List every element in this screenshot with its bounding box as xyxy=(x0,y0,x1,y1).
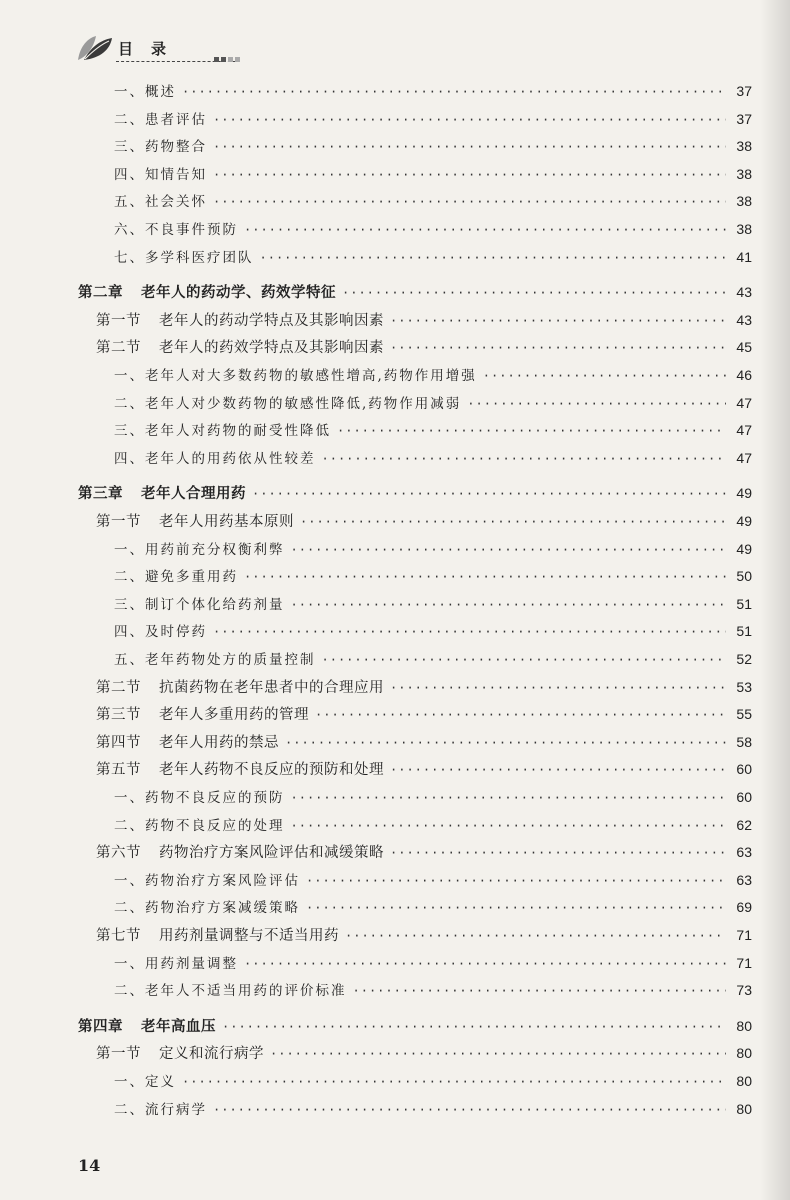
toc-entry-title xyxy=(96,731,279,752)
dot-leader xyxy=(306,874,726,888)
toc-entry-title: 二、患者评估 xyxy=(114,111,207,128)
toc-page-number: 80 xyxy=(736,1045,752,1062)
toc-chapter-row xyxy=(78,482,752,504)
dot-leader xyxy=(285,736,726,750)
toc-entry-text: 老年人的药动学特点及其影响因素 xyxy=(159,312,384,329)
toc-entry-title: 四、及时停药 xyxy=(114,624,207,641)
dot-leader xyxy=(390,341,726,355)
toc-item-row xyxy=(114,447,752,469)
toc-entry-title: 六、不良事件预防 xyxy=(114,222,238,238)
toc-entry-title xyxy=(96,924,339,945)
dot-leader xyxy=(300,515,726,529)
toc-entry-title: 五、老年药物处方的质量控制 xyxy=(114,652,316,668)
toc-entry-label: 第一节 xyxy=(96,1046,141,1063)
toc-entry-title: 一、用药剂量调整 xyxy=(114,955,238,972)
toc-entry-title xyxy=(78,482,246,503)
toc-item-row xyxy=(114,896,752,918)
toc-entry-text: 抗菌药物在老年患者中的合理应用 xyxy=(159,679,384,696)
toc-page-number: 49 xyxy=(736,513,752,529)
toc-page-number: 50 xyxy=(736,568,752,585)
page-number: 14 xyxy=(78,1156,101,1175)
toc-entry-text: 老年人用药的禁忌 xyxy=(159,734,279,751)
toc-item-row xyxy=(114,565,752,587)
toc-page-number: 80 xyxy=(736,1073,752,1089)
toc-item-row xyxy=(114,1070,752,1092)
toc-entry-text: 药物治疗方案风险评估和减缓策略 xyxy=(159,845,384,862)
toc-page-number: 53 xyxy=(736,678,752,695)
toc-item-row xyxy=(114,364,752,386)
toc-page-number: 60 xyxy=(736,761,752,778)
toc-page-number: 43 xyxy=(736,311,752,328)
toc-entry-title xyxy=(96,510,294,531)
toc-page-number: 60 xyxy=(736,789,752,805)
toc-entry-label: 第一节 xyxy=(96,312,141,329)
toc-item-row xyxy=(114,648,752,670)
toc-entry-title: 一、定义 xyxy=(114,1074,176,1090)
dot-leader xyxy=(467,397,726,411)
toc-entry-title: 三、制订个体化给药剂量 xyxy=(114,596,285,613)
dot-leader xyxy=(182,1075,726,1089)
toc-entry-label: 第一节 xyxy=(96,514,141,530)
dot-leader xyxy=(213,195,726,209)
dot-leader xyxy=(213,168,726,182)
toc-section-row xyxy=(96,703,752,725)
dot-leader xyxy=(213,625,726,639)
toc-entry-text: 老年人的药效学特点及其影响因素 xyxy=(159,340,384,357)
dot-leader xyxy=(270,1047,726,1061)
toc-chapter-row xyxy=(78,1015,752,1037)
toc-page-number: 38 xyxy=(736,221,752,237)
toc-page-number: 46 xyxy=(736,367,752,383)
toc-page-number: 49 xyxy=(736,540,752,557)
toc-entry-title: 四、老年人的用药依从性较差 xyxy=(114,450,316,467)
toc-section-row xyxy=(96,841,752,863)
toc-page-number: 58 xyxy=(736,733,752,750)
toc-entry-title xyxy=(96,1042,264,1063)
toc-section-row xyxy=(96,758,752,780)
toc-entry-label: 第六节 xyxy=(96,845,141,862)
toc-entry-title xyxy=(96,758,384,779)
toc-entry-label: 第二节 xyxy=(96,340,141,357)
toc-page-number: 41 xyxy=(736,248,752,265)
dot-leader xyxy=(322,653,727,667)
toc-page-number: 51 xyxy=(736,623,752,640)
toc-page-number: 52 xyxy=(736,651,752,667)
dot-leader xyxy=(390,314,726,328)
dot-leader xyxy=(483,369,726,383)
dot-leader xyxy=(390,681,726,695)
toc-section-row xyxy=(96,510,752,532)
toc-page-number: 69 xyxy=(736,899,752,916)
toc-section-row xyxy=(96,309,752,331)
toc-entry-title: 二、老年人不适当用药的评价标准 xyxy=(114,983,347,1000)
toc-page-number: 80 xyxy=(736,1017,752,1034)
toc-section-row xyxy=(96,924,752,946)
dot-leader xyxy=(390,846,726,860)
toc-entry-title xyxy=(96,841,384,862)
toc-item-row xyxy=(114,108,752,130)
toc-item-row xyxy=(114,246,752,268)
dot-leader xyxy=(260,251,727,265)
toc-page-number: 62 xyxy=(736,816,752,833)
header-title: 目录 xyxy=(118,40,185,58)
toc-entry-text: 老年人多重用药的管理 xyxy=(159,707,309,724)
toc-section-row xyxy=(96,1042,752,1064)
toc-page-number: 71 xyxy=(736,927,752,943)
toc-item-row xyxy=(114,538,752,560)
toc-page-number: 63 xyxy=(736,871,752,888)
toc-page-number: 47 xyxy=(736,422,752,439)
toc-entry-title: 二、药物治疗方案减缓策略 xyxy=(114,900,300,917)
toc-page-number: 38 xyxy=(736,138,752,155)
toc-entry-title: 一、概述 xyxy=(114,84,176,100)
toc-entry-text: 老年人的药动学、药效学特征 xyxy=(141,285,336,302)
toc-entry-label: 第三节 xyxy=(96,707,141,724)
dot-leader xyxy=(213,140,726,154)
dot-leader xyxy=(244,223,726,237)
toc-item-row xyxy=(114,814,752,836)
toc-page-number: 38 xyxy=(736,165,752,182)
toc-entry-title xyxy=(96,676,384,697)
toc-entry-title: 一、药物不良反应的预防 xyxy=(114,790,285,806)
toc-item-row xyxy=(114,979,752,1001)
dot-leader xyxy=(252,487,726,501)
toc-entry-title: 一、药物治疗方案风险评估 xyxy=(114,872,300,889)
toc-entry-title xyxy=(96,309,384,330)
toc-page-number: 73 xyxy=(736,982,752,999)
toc-entry-title xyxy=(96,703,309,724)
toc-entry-label: 第三章 xyxy=(78,486,123,503)
toc-page-number: 55 xyxy=(736,706,752,723)
dot-leader xyxy=(390,763,726,777)
toc-section-row xyxy=(96,336,752,358)
toc-entry-label: 第七节 xyxy=(96,928,141,944)
dot-leader xyxy=(244,570,726,584)
toc-page-number: 38 xyxy=(736,193,752,210)
toc-item-row xyxy=(114,135,752,157)
dot-leader xyxy=(322,452,727,466)
toc-entry-text: 老年人药物不良反应的预防和处理 xyxy=(159,762,384,779)
dot-leader xyxy=(291,598,727,612)
toc-entry-label: 第四节 xyxy=(96,734,141,751)
toc-item-row xyxy=(114,392,752,414)
toc-page-number: 80 xyxy=(736,1100,752,1117)
toc-entry-title: 三、药物整合 xyxy=(114,139,207,156)
dot-leader xyxy=(213,1103,726,1117)
toc-page-number: 37 xyxy=(736,110,752,127)
toc-entry-label: 第四章 xyxy=(78,1018,123,1035)
toc-item-row xyxy=(114,163,752,185)
toc-entry-label: 第二节 xyxy=(96,679,141,696)
dot-leader xyxy=(342,286,726,300)
toc-section-row xyxy=(96,731,752,753)
toc-item-row xyxy=(114,620,752,642)
toc-page-number: 47 xyxy=(736,449,752,466)
toc-entry-title: 四、知情告知 xyxy=(114,166,207,183)
toc-item-row xyxy=(114,190,752,212)
dot-leader xyxy=(213,113,726,127)
toc-entry-title: 二、流行病学 xyxy=(114,1101,207,1118)
dot-leader xyxy=(291,791,727,805)
toc-entry-title: 七、多学科医疗团队 xyxy=(114,249,254,266)
toc-item-row xyxy=(114,869,752,891)
toc-page-number: 43 xyxy=(736,284,752,301)
dot-leader xyxy=(244,957,726,971)
toc-page-number: 63 xyxy=(736,844,752,861)
toc-entry-label: 第二章 xyxy=(78,285,123,302)
toc-item-row xyxy=(114,593,752,615)
dot-leader xyxy=(291,819,727,833)
toc-page-number: 51 xyxy=(736,595,752,612)
dot-leader xyxy=(345,929,726,943)
toc-entry-title: 二、老年人对少数药物的敏感性降低,药物作用减弱 xyxy=(114,395,462,412)
toc-entry-text: 老年人用药基本原则 xyxy=(159,514,294,530)
toc-entry-text: 老年人合理用药 xyxy=(141,486,246,503)
toc-entry-text: 定义和流行病学 xyxy=(159,1046,264,1063)
toc-item-row xyxy=(114,218,752,240)
dot-leader xyxy=(306,901,726,915)
toc-entry-text: 老年高血压 xyxy=(141,1018,216,1035)
leaf-icon xyxy=(76,34,116,62)
toc-entry-title: 五、社会关怀 xyxy=(114,194,207,211)
toc-entry-title xyxy=(78,1015,216,1036)
toc-item-row xyxy=(114,80,752,102)
toc-section-row xyxy=(96,676,752,698)
page-edge-shadow xyxy=(760,0,790,1200)
toc-page-number: 71 xyxy=(736,954,752,971)
toc-entry-text: 用药剂量调整与不适当用药 xyxy=(159,928,339,944)
dot-leader xyxy=(353,984,727,998)
toc-entry-title: 二、药物不良反应的处理 xyxy=(114,817,285,834)
dot-leader xyxy=(222,1020,726,1034)
toc-entry-title: 三、老年人对药物的耐受性降低 xyxy=(114,423,331,440)
toc-entry-title: 一、用药前充分权衡利弊 xyxy=(114,541,285,558)
toc-page-number: 37 xyxy=(736,83,752,99)
header-decoration xyxy=(214,57,240,62)
toc-item-row xyxy=(114,1098,752,1120)
toc-page-number: 49 xyxy=(736,485,752,502)
toc-chapter-row xyxy=(78,281,752,303)
toc-entry-title: 二、避免多重用药 xyxy=(114,569,238,586)
toc-entry-title: 一、老年人对大多数药物的敏感性增高,药物作用增强 xyxy=(114,368,477,384)
toc-page-number: 45 xyxy=(736,339,752,356)
dot-leader xyxy=(337,424,726,438)
dot-leader xyxy=(291,543,727,557)
toc-entry-label: 第五节 xyxy=(96,762,141,779)
toc-page-number: 47 xyxy=(736,394,752,411)
toc-entry-title xyxy=(96,336,384,357)
toc-entry-title xyxy=(78,281,336,302)
dot-leader xyxy=(182,85,726,99)
toc-item-row xyxy=(114,786,752,808)
dot-leader xyxy=(315,708,726,722)
toc-item-row xyxy=(114,419,752,441)
toc-item-row xyxy=(114,952,752,974)
